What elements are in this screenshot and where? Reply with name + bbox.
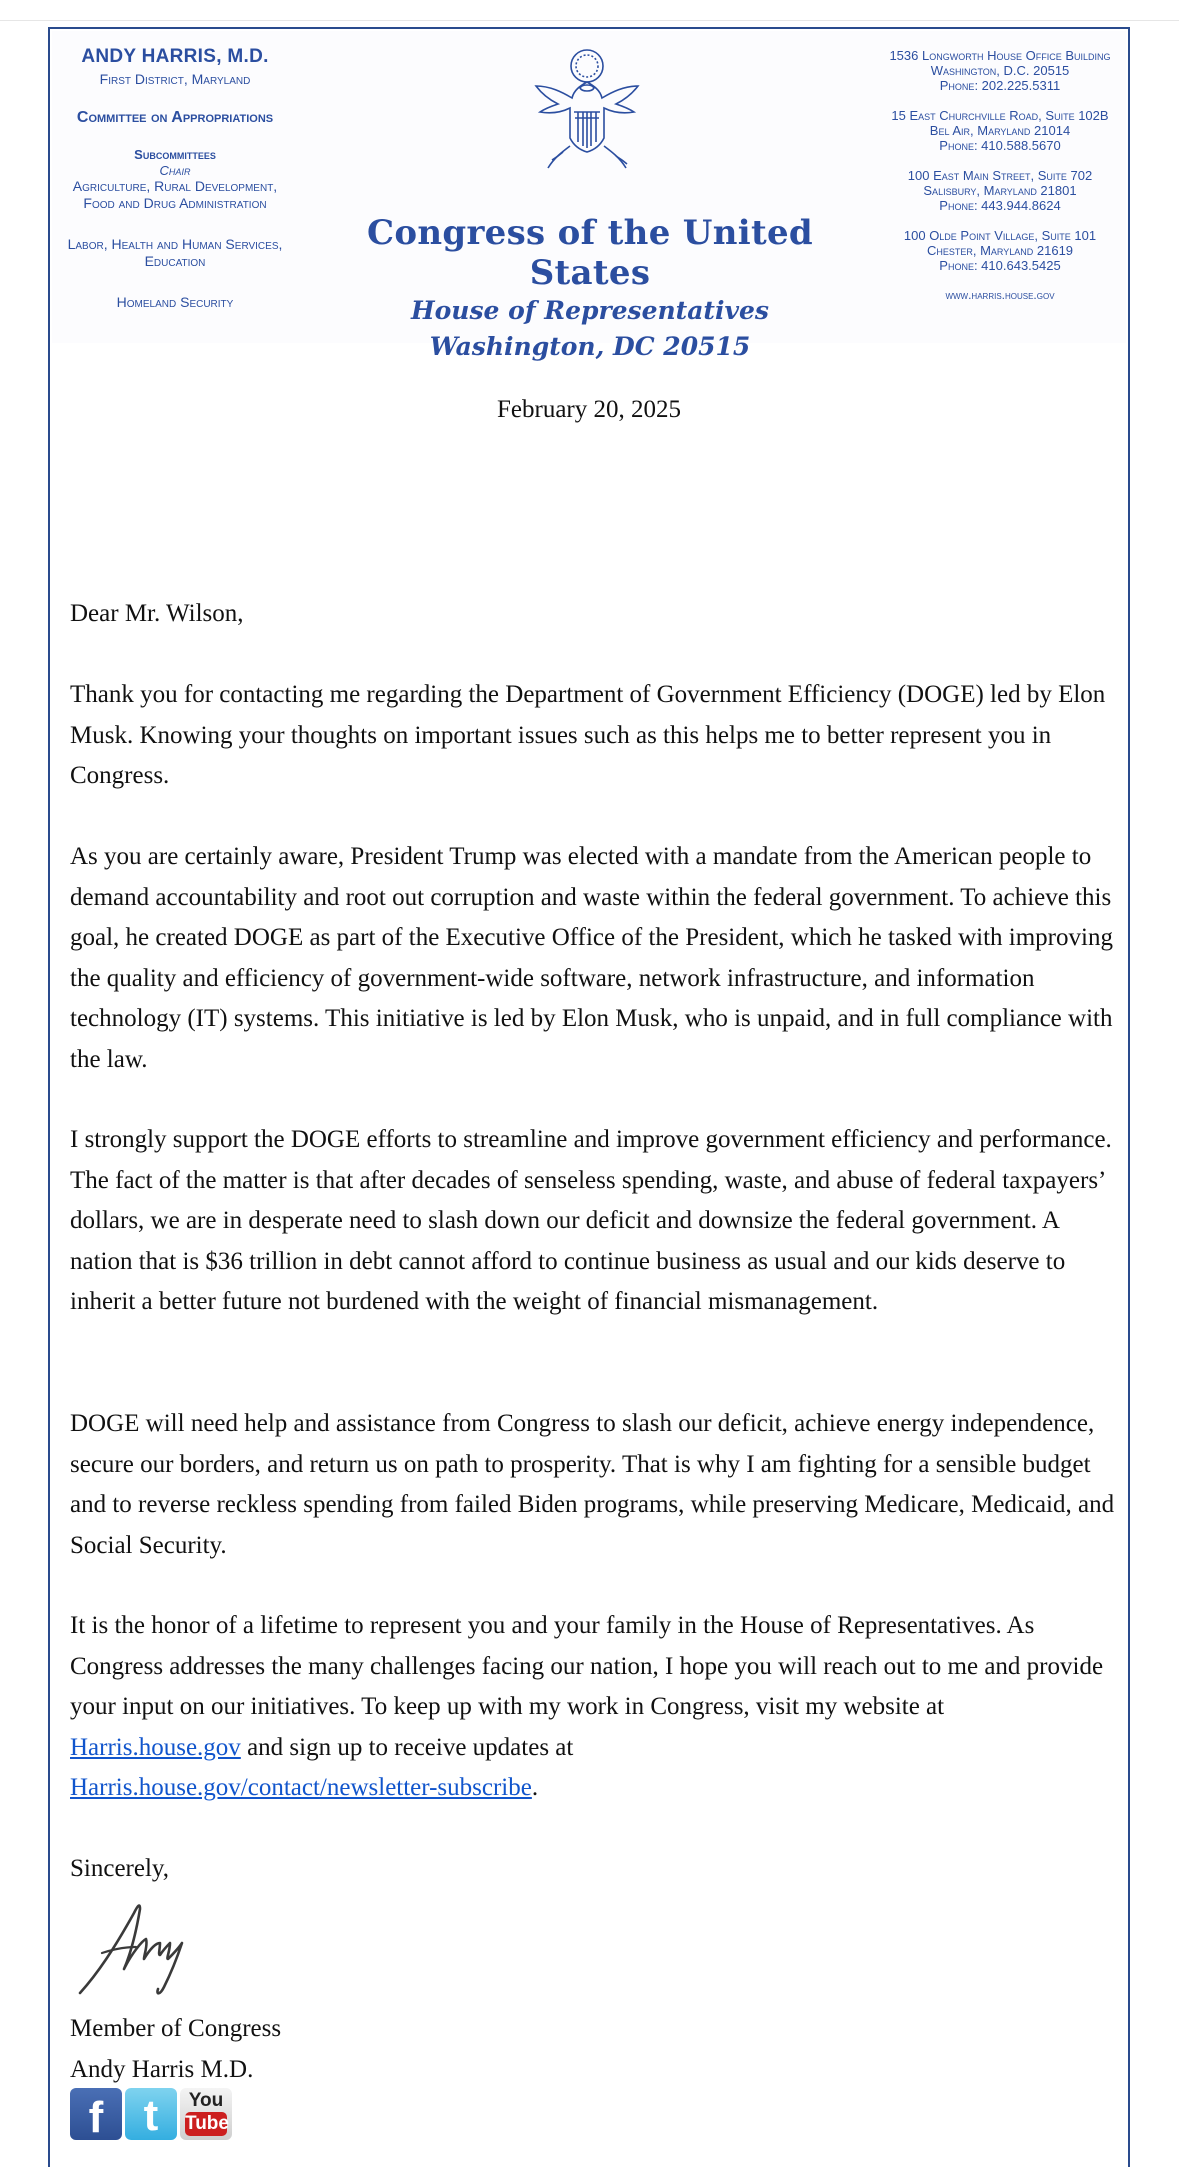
greeting: Dear Mr. Wilson, [70, 600, 244, 627]
office-dc [862, 48, 1138, 93]
committee: Committee on Appropriations [76, 109, 274, 126]
office-bel-air [862, 108, 1138, 153]
chair-label: Chair [159, 163, 191, 178]
closing-block [70, 2009, 1118, 2090]
paragraph-5 [70, 1606, 1118, 1809]
office-phone: Phone: 410.643.5425 [939, 258, 1061, 273]
office-address-line2: Salisbury, Maryland 21801 [923, 183, 1077, 198]
paragraph-4: DOGE will need help and assistance from Congress to slash our deficit, achieve energy independence, secure our borders, and return us on path to prosperity. That is why I am fighting for a sensible budget and to reverse reckless spending from failed Biden programs, while preserving Medicare, Medicaid, and Social Security. [70, 1410, 1115, 1559]
paragraph-2: As you are certainly aware, President Trump was elected with a mandate from the American people to demand accountability and root out corruption and waste within the federal government. To achieve this goal, he created DOGE as part of the Executive Office of the President, which he tasked with improving the quality and efficiency of government-wide software, network infrastructure, and information technology (IT) systems. This initiative is led by Elon Musk, who is unpaid, and in full compliance with the law. [70, 843, 1113, 1073]
paragraph-1: Thank you for contacting me regarding the Department of Government Efficiency (DOGE) led by Elon Musk. Knowing your thoughts on important issues such as this helps me to better represent you in Congress. [70, 681, 1106, 790]
top-bar [0, 0, 1179, 21]
office-address-line1: 1536 Longworth House Office Building [889, 48, 1111, 63]
subcommittees-heading: Subcommittees [134, 147, 216, 162]
office-address-line1: 100 Olde Point Village, Suite 101 [903, 228, 1097, 243]
office-address-line2: Chester, Maryland 21619 [926, 243, 1074, 258]
paragraph-5-text-mid: and sign up to receive updates at [240, 1733, 574, 1761]
letter-date: February 20, 2025 [497, 396, 681, 423]
letterhead-right [862, 48, 1138, 303]
subcommittee-3: Homeland Security [116, 294, 234, 310]
paragraph-3: I strongly support the DOGE efforts to streamline and improve government efficiency and performance. The fact of the matter is that after decades of senseless spending, waste, and abuse of federal taxpayers’ dollars, we are in desperate need to slash down our deficit and downsize the federal government. A nation that is $36 trillion in debt cannot afford to continue business as usual and our kids deserve to inherit a better future not burdened with the weight of financial mismanagement. [70, 1126, 1112, 1316]
eagle-seal-icon [522, 46, 652, 176]
social-icons [70, 2088, 232, 2140]
paragraph-5-text: It is the honor of a lifetime to represent you and your family in the House of Representatives. As Congress addresses the many challenges facing our nation, I hope you will reach out to me and provide your input on our initiatives. To keep up with my work in Congress, visit my website at [70, 1612, 1104, 1721]
facebook-glyph: f [88, 2093, 104, 2140]
subcommittee-1-line2: Food and Drug Administration [83, 195, 267, 211]
subcommittee-2-line2: Education [144, 253, 206, 269]
congress-line1: Congress of the United States [367, 213, 813, 293]
office-address-line1: 15 East Churchville Road, Suite 102B [891, 108, 1109, 123]
letterhead-left [52, 46, 298, 311]
sign-off: Sincerely, [70, 1855, 170, 1882]
office-address-line2: Bel Air, Maryland 21014 [929, 123, 1071, 138]
signature-image [74, 1893, 204, 2003]
representative-name: ANDY HARRIS, M.D. [81, 46, 269, 67]
office-phone: Phone: 443.944.8624 [939, 198, 1061, 213]
facebook-icon[interactable] [70, 2088, 122, 2140]
newsletter-link[interactable]: Harris.house.gov/contact/newsletter-subscribe [70, 1774, 532, 1802]
subcommittee-1-line1: Agriculture, Rural Development, [72, 178, 278, 194]
letterhead-website: www.harris.house.gov [945, 288, 1055, 302]
website-link[interactable]: Harris.house.gov [70, 1733, 241, 1761]
office-phone: Phone: 410.588.5670 [939, 138, 1061, 153]
office-phone: Phone: 202.225.5311 [939, 78, 1061, 93]
office-salisbury [862, 168, 1138, 213]
paragraph-5-end: . [531, 1774, 539, 1802]
district: First District, Maryland [99, 71, 251, 87]
youtube-you: You [188, 2090, 224, 2111]
congress-line2: House of Representatives [411, 296, 769, 325]
youtube-icon[interactable] [180, 2088, 232, 2140]
signer-name: Andy Harris M.D. [70, 2055, 254, 2083]
youtube-tube: Tube [185, 2113, 229, 2134]
twitter-icon[interactable] [125, 2088, 177, 2140]
office-address-line2: Washington, D.C. 20515 [930, 63, 1070, 78]
congress-title [340, 213, 840, 365]
twitter-glyph: t [143, 2091, 159, 2140]
subcommittee-2-line1: Labor, Health and Human Services, [67, 236, 283, 252]
office-address-line1: 100 East Main Street, Suite 702 [907, 168, 1093, 183]
office-chester [862, 228, 1138, 273]
congress-line3: Washington, DC 20515 [429, 332, 751, 361]
signer-title: Member of Congress [70, 2015, 282, 2042]
